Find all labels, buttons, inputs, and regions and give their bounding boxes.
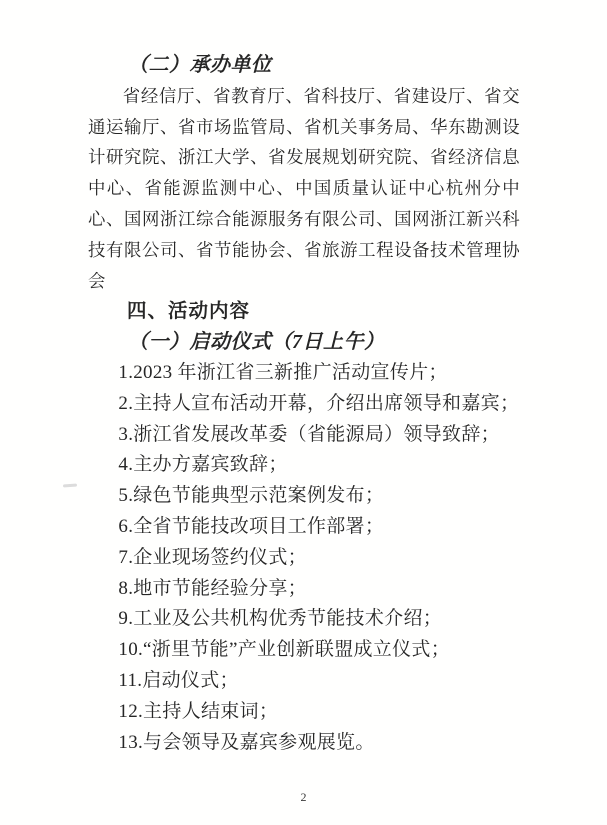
- agenda-item: 7.企业现场签约仪式；: [118, 546, 307, 568]
- agenda-item: 8.地市节能经验分享；: [118, 577, 307, 599]
- agenda-item: 9.工业及公共机构优秀节能技术介绍；: [118, 608, 443, 630]
- document-content: [88, 50, 520, 758]
- agenda-item: 12.主持人结束词；: [118, 700, 279, 722]
- agenda-item: 13.与会领导及嘉宾参观展览。: [118, 731, 375, 753]
- agenda-item: 5.绿色节能典型示范案例发布；: [118, 485, 385, 507]
- organizers-paragraph: 省经信厅、省教育厅、省科技厅、省建设厅、省交通运输厅、省市场监管局、省机关事务局、华东勘测设计研究院、浙江大学、省发展规划研究院、省经济信息中心、省能源监测中心、中国质量认证中心杭州分中心、国网浙江综合能源服务有限公司、国网浙江新兴科技有限公司、省节能协会、省旅游工程设备技术管理协会: [88, 85, 520, 291]
- agenda-item: 3.浙江省发展改革委（省能源局）领导致辞；: [118, 423, 500, 445]
- agenda-item: 2.主持人宣布活动开幕，介绍出席领导和嘉宾；: [118, 392, 520, 414]
- agenda-item: 4.主办方嘉宾致辞；: [118, 454, 288, 476]
- heading-section-4: 四、活动内容: [127, 300, 251, 323]
- agenda-item: 11.启动仪式；: [118, 669, 239, 691]
- scan-artifact: [63, 484, 77, 488]
- page-number: 2: [300, 790, 307, 804]
- agenda-list: [88, 358, 520, 758]
- agenda-item: 1.2023 年浙江省三新推广活动宣传片；: [118, 361, 448, 383]
- agenda-item: 10.“浙里节能”产业创新联盟成立仪式；: [118, 639, 451, 661]
- agenda-item: 6.全省节能技改项目工作部署；: [118, 515, 385, 537]
- heading-launch-ceremony: （一）启动仪式（7日上午）: [128, 331, 385, 354]
- heading-organizers: （二）承办单位: [128, 54, 272, 76]
